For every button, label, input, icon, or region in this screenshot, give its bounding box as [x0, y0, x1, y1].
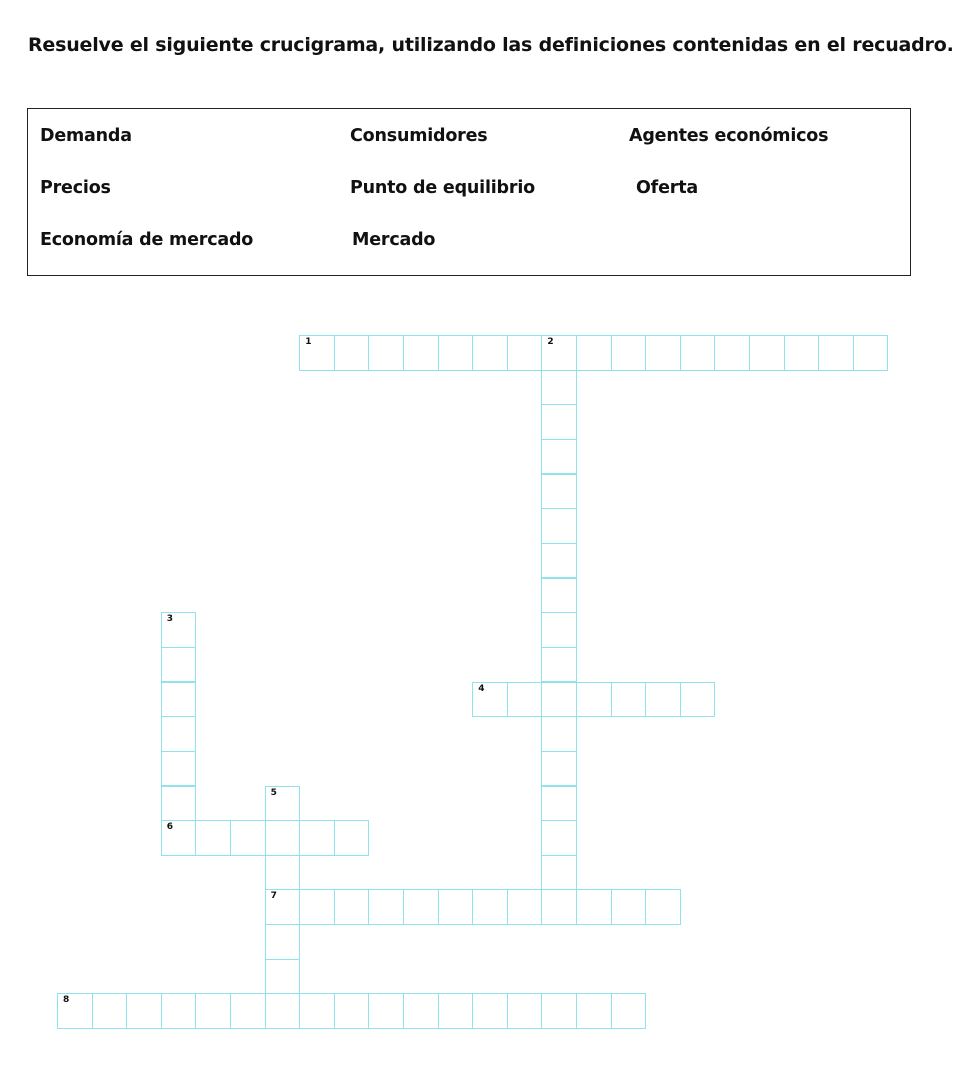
crossword-cell[interactable]: [541, 716, 577, 752]
crossword-cell[interactable]: [576, 335, 612, 371]
crossword-cell[interactable]: [541, 439, 577, 475]
crossword-cell[interactable]: [403, 335, 439, 371]
crossword-cell[interactable]: [541, 508, 577, 544]
clue-number-6: 6: [166, 822, 174, 833]
crossword-cell[interactable]: [507, 889, 543, 925]
clue-number-8: 8: [63, 995, 70, 1006]
crossword-cell[interactable]: [161, 612, 197, 648]
crossword-cell[interactable]: [265, 889, 301, 925]
crossword-cell[interactable]: [230, 993, 266, 1029]
clue-number-7: 7: [270, 891, 277, 902]
crossword-cell[interactable]: [161, 993, 197, 1029]
crossword-cell[interactable]: [265, 820, 301, 856]
crossword-cell[interactable]: [161, 786, 197, 822]
crossword-cell[interactable]: [541, 335, 577, 371]
word-bank-item-oferta: Oferta: [636, 178, 698, 198]
crossword-cell[interactable]: [611, 682, 647, 718]
crossword-cell[interactable]: [541, 612, 577, 648]
crossword-cell[interactable]: [611, 335, 647, 371]
crossword-cell[interactable]: [576, 682, 612, 718]
crossword-cell[interactable]: [507, 993, 543, 1029]
crossword-cell[interactable]: [438, 889, 474, 925]
crossword-cell[interactable]: [541, 855, 577, 891]
word-bank-item-mercado: Mercado: [352, 230, 436, 250]
crossword-cell[interactable]: [853, 335, 889, 371]
clue-number-1: 1: [305, 337, 312, 347]
crossword-cell[interactable]: [265, 924, 301, 960]
word-bank-item-punto-de-equilibrio: Punto de equilibrio: [350, 178, 535, 198]
crossword-cell[interactable]: [611, 889, 647, 925]
crossword-cell[interactable]: [265, 993, 301, 1029]
crossword-cell[interactable]: [334, 335, 370, 371]
word-bank-item-consumidores: Consumidores: [350, 126, 488, 146]
word-bank-item-economia-de-mercado: Economía de mercado: [40, 230, 254, 250]
crossword-cell[interactable]: [541, 647, 577, 683]
crossword-cell[interactable]: [299, 820, 335, 856]
crossword-cell[interactable]: [334, 889, 370, 925]
crossword-cell[interactable]: [230, 820, 266, 856]
crossword-cell[interactable]: [541, 786, 577, 822]
crossword-cell[interactable]: [541, 404, 577, 440]
crossword-cell[interactable]: [161, 820, 197, 856]
crossword-cell[interactable]: [57, 993, 93, 1029]
crossword-cell[interactable]: [645, 889, 681, 925]
crossword-cell[interactable]: [576, 889, 612, 925]
crossword-cell[interactable]: [334, 820, 370, 856]
crossword-cell[interactable]: [438, 993, 474, 1029]
crossword-cell[interactable]: [680, 335, 716, 371]
word-bank-item-demanda: Demanda: [40, 126, 132, 146]
crossword-cell[interactable]: [92, 993, 128, 1029]
crossword-cell[interactable]: [541, 993, 577, 1029]
crossword-cell[interactable]: [541, 543, 577, 579]
crossword-cell[interactable]: [368, 335, 404, 371]
crossword-cell[interactable]: [299, 889, 335, 925]
crossword-cell[interactable]: [299, 335, 335, 371]
crossword-cell[interactable]: [749, 335, 785, 371]
crossword-cell[interactable]: [645, 335, 681, 371]
crossword-cell[interactable]: [541, 820, 577, 856]
crossword-cell[interactable]: [541, 889, 577, 925]
instructions-title: Resuelve el siguiente crucigrama, utilizando las definiciones contenidas en el recuadro.: [28, 34, 954, 56]
crossword-cell[interactable]: [784, 335, 820, 371]
crossword-cell[interactable]: [438, 335, 474, 371]
clue-number-4: 4: [478, 683, 485, 694]
crossword-cell[interactable]: [161, 647, 197, 683]
crossword-cell[interactable]: [195, 993, 231, 1029]
crossword-cell[interactable]: [541, 682, 577, 718]
crossword-cell[interactable]: [507, 682, 543, 718]
crossword-cell[interactable]: [541, 370, 577, 406]
word-bank-item-agentes-economicos: Agentes económicos: [629, 126, 829, 146]
crossword-cell[interactable]: [472, 335, 508, 371]
crossword-cell[interactable]: [195, 820, 231, 856]
crossword-cell[interactable]: [611, 993, 647, 1029]
crossword-cell[interactable]: [472, 889, 508, 925]
word-bank-item-precios: Precios: [40, 178, 111, 198]
clue-number-3: 3: [166, 614, 174, 625]
crossword-cell[interactable]: [368, 993, 404, 1029]
crossword-cell[interactable]: [265, 959, 301, 995]
crossword-cell[interactable]: [714, 335, 750, 371]
clue-number-2: 2: [547, 337, 554, 347]
crossword-cell[interactable]: [576, 993, 612, 1029]
crossword-cell[interactable]: [645, 682, 681, 718]
crossword-cell[interactable]: [334, 993, 370, 1029]
crossword-cell[interactable]: [161, 716, 197, 752]
crossword-cell[interactable]: [161, 682, 197, 718]
crossword-cell[interactable]: [472, 682, 508, 718]
crossword-cell[interactable]: [507, 335, 543, 371]
crossword-cell[interactable]: [403, 993, 439, 1029]
crossword-cell[interactable]: [265, 855, 301, 891]
crossword-cell[interactable]: [403, 889, 439, 925]
crossword-cell[interactable]: [541, 751, 577, 787]
clue-number-5: 5: [270, 787, 277, 798]
crossword-cell[interactable]: [541, 474, 577, 510]
crossword-cell[interactable]: [161, 751, 197, 787]
crossword-cell[interactable]: [126, 993, 162, 1029]
crossword-cell[interactable]: [299, 993, 335, 1029]
crossword-cell[interactable]: [472, 993, 508, 1029]
crossword-cell[interactable]: [818, 335, 854, 371]
crossword-cell[interactable]: [541, 578, 577, 614]
crossword-cell[interactable]: [680, 682, 716, 718]
crossword-cell[interactable]: [368, 889, 404, 925]
crossword-cell[interactable]: [265, 786, 301, 822]
